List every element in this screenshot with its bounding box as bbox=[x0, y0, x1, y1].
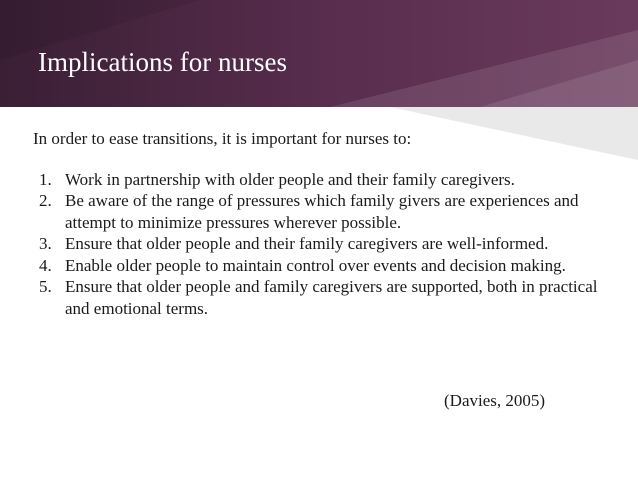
list-item-text: Work in partnership with older people and their family caregivers. bbox=[65, 169, 515, 189]
list-item bbox=[33, 276, 613, 319]
list-item bbox=[33, 169, 613, 191]
list-number: 3. bbox=[39, 234, 52, 253]
list-item bbox=[33, 233, 613, 255]
list-number: 2. bbox=[39, 191, 52, 210]
list-item bbox=[33, 190, 613, 233]
citation: (Davies, 2005) bbox=[444, 391, 546, 410]
list-number: 1. bbox=[39, 169, 52, 189]
list-item-text: Ensure that older people and family caregivers are supported, both in practical and emotional terms. bbox=[65, 277, 598, 318]
implications-list bbox=[33, 169, 613, 320]
slide-title: Implications for nurses bbox=[38, 47, 287, 77]
list-item-text: Be aware of the range of pressures which family givers are experiences and attempt to minimize pressures wherever possible. bbox=[65, 191, 579, 232]
list-number: 5. bbox=[39, 277, 52, 296]
intro-text: In order to ease transitions, it is important for nurses to: bbox=[33, 129, 412, 148]
list-number: 4. bbox=[39, 255, 52, 275]
list-item-text: Enable older people to maintain control over events and decision making. bbox=[65, 255, 566, 275]
slide-body bbox=[33, 128, 613, 319]
list-item bbox=[33, 255, 613, 277]
list-item-text: Ensure that older people and their family caregivers are well-informed. bbox=[65, 234, 549, 253]
